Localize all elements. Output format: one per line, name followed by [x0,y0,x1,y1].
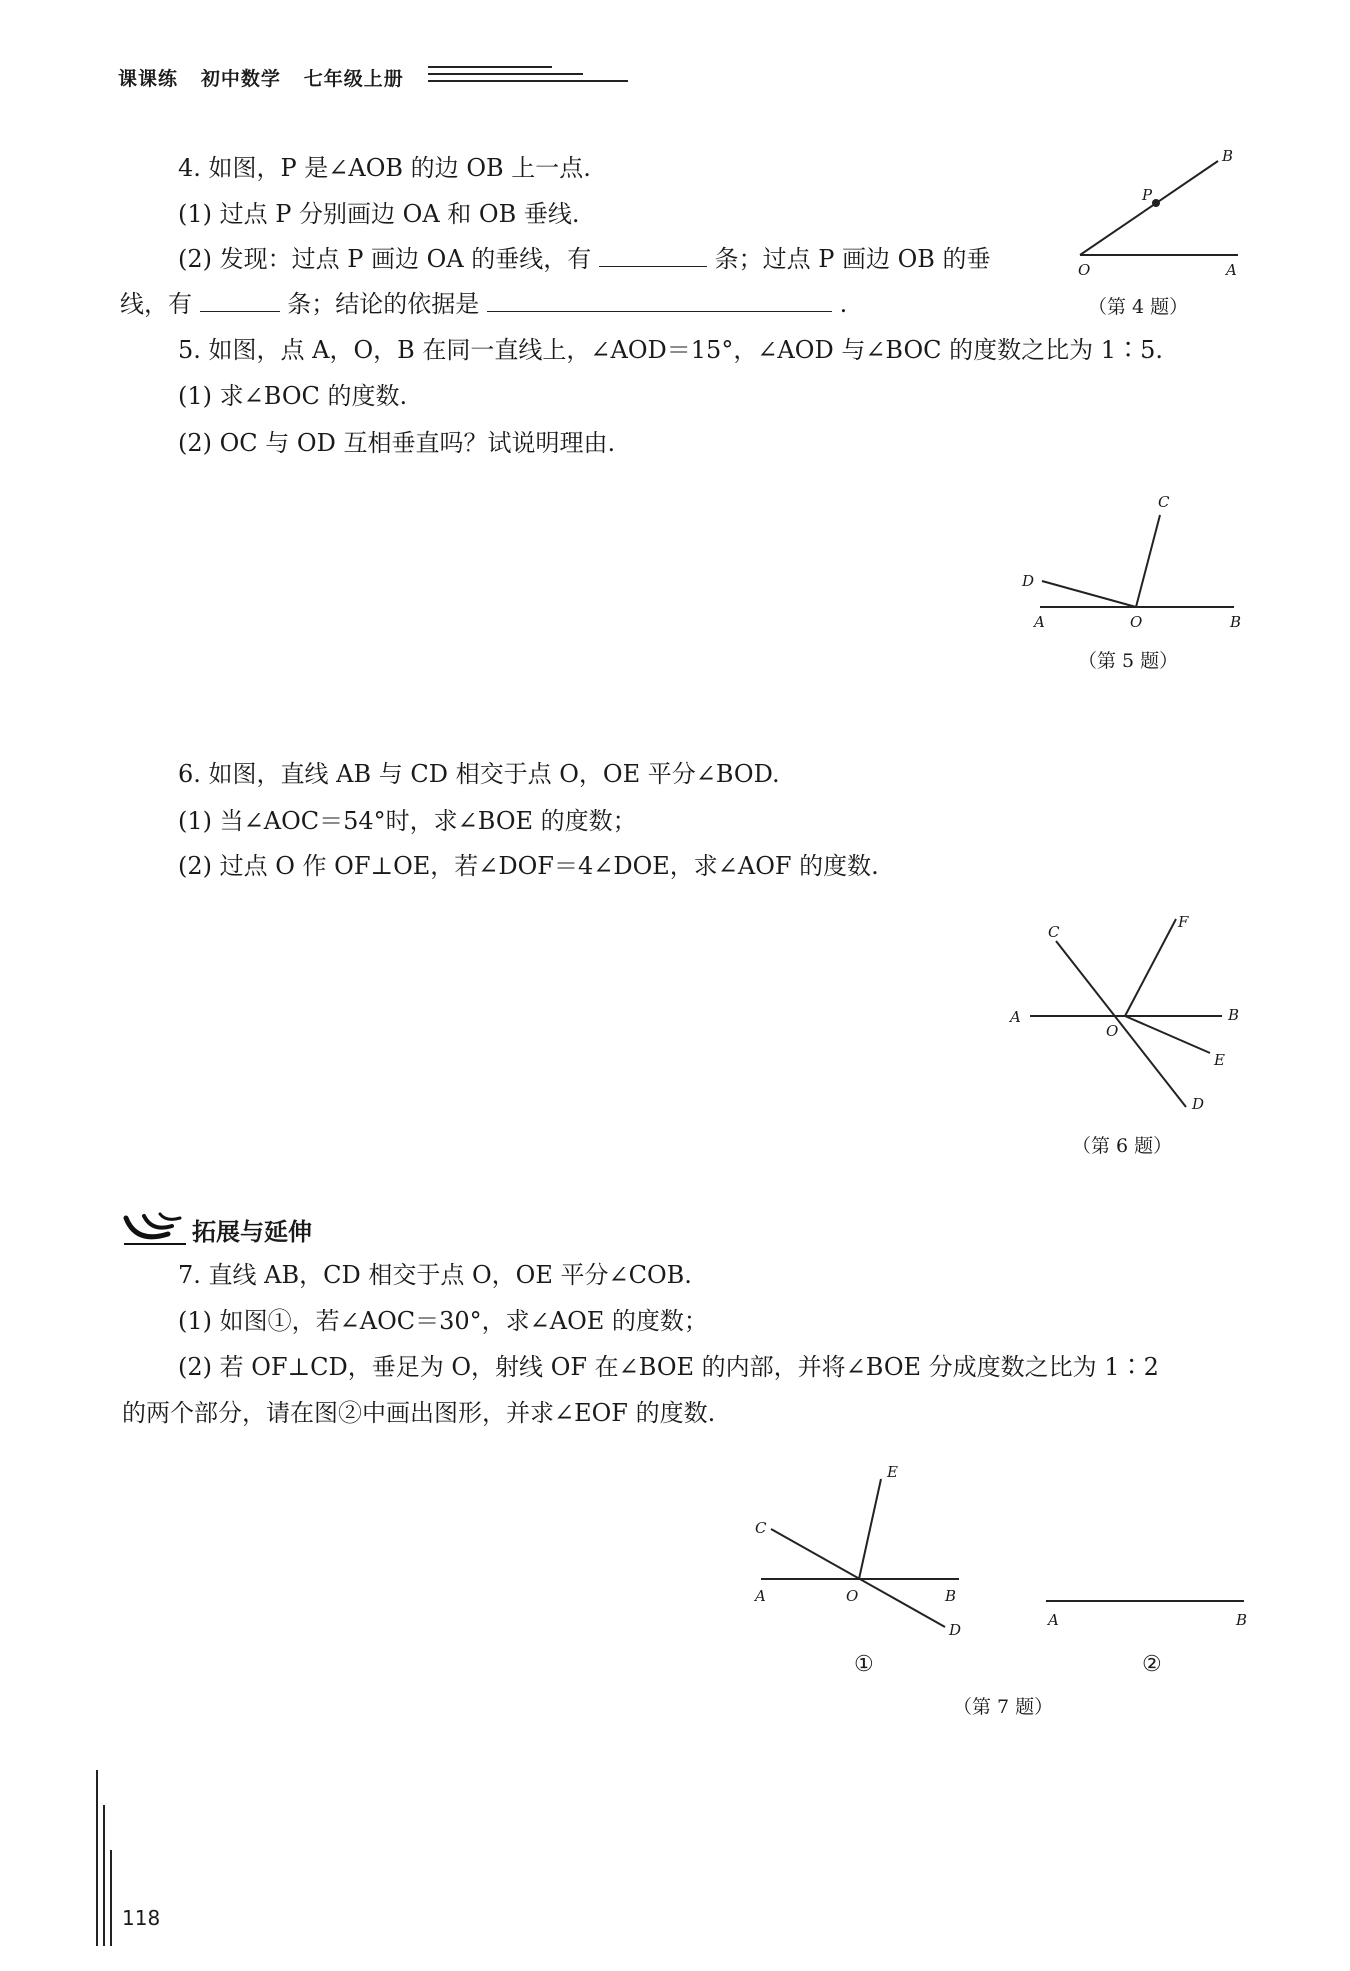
q7-part2-line2: 的两个部分，请在图②中画出图形，并求∠EOF 的度数. [122,1399,716,1427]
q4-answer-blank-1[interactable] [599,244,707,267]
q5-caption: （第 5 题） [1078,650,1179,672]
q4-part2-line1 [178,244,991,274]
q4-part2-text-d: 条；结论的依据是 [287,290,480,318]
q4-answer-blank-2[interactable] [200,289,280,312]
q6-stem: 6. 如图，直线 AB 与 CD 相交于点 O，OE 平分∠BOD. [178,760,780,788]
q6-caption: （第 6 题） [1072,1135,1173,1157]
q6-label-d: D [1192,1095,1205,1113]
header-rule [428,66,552,68]
q5-stem: 5. 如图，点 A，O，B 在同一直线上，∠AOD＝15°，∠AOD 与∠BOC 的度数之比为 1∶5. [178,336,1163,364]
q7-fig1-label-e: E [887,1463,898,1481]
section-title: 拓展与延伸 [192,1218,312,1246]
q7-caption: （第 7 题） [953,1696,1054,1718]
q4-figure [1060,145,1260,285]
q5-label-a: A [1034,613,1045,631]
q7-fig1-label-b: B [945,1587,957,1605]
q7-fig1-label-o: O [846,1587,859,1605]
q7-fig1-label-a: A [755,1587,766,1605]
q7-fig2-label-b: B [1236,1611,1248,1629]
q6-label-e: E [1214,1051,1225,1069]
page-number: 118 [122,1906,161,1930]
q6-part1: (1) 当∠AOC＝54°时，求∠BOE 的度数； [178,807,637,835]
q5-part1: (1) 求∠BOC 的度数. [178,382,408,410]
q4-label-o: O [1078,261,1091,279]
q7-figure-1-mark: ① [854,1652,874,1677]
q4-part2-text-b: 条；过点 P 画边 OB 的垂 [714,245,991,273]
header-title: 课课练 初中数学 七年级上册 [118,68,404,90]
q5-part2: (2) OC 与 OD 互相垂直吗？试说明理由. [178,429,616,457]
q5-label-d: D [1022,572,1035,590]
header-rule [428,80,628,82]
q5-figure [1010,485,1270,635]
q4-stem: 4. 如图，P 是∠AOB 的边 OB 上一点. [178,154,591,182]
q6-label-b: B [1228,1006,1240,1024]
q7-fig1-label-d: D [949,1621,962,1639]
q4-label-p: P [1142,186,1153,204]
q4-answer-blank-3[interactable] [487,289,832,312]
q7-stem: 7. 直线 AB，CD 相交于点 O，OE 平分∠COB. [178,1261,692,1289]
margin-bar [110,1850,112,1946]
q5-label-b: B [1230,613,1242,631]
q4-label-a: A [1226,261,1237,279]
section-swoosh-icon [122,1208,190,1248]
q5-label-c: C [1158,493,1170,511]
q6-label-a: A [1010,1008,1021,1026]
q5-label-o: O [1130,613,1143,631]
q7-figure-1 [745,1455,995,1645]
header-rule [428,73,583,75]
margin-bar [103,1805,105,1946]
q6-part2: (2) 过点 O 作 OF⊥OE，若∠DOF＝4∠DOE，求∠AOF 的度数. [178,852,879,880]
q6-label-f: F [1178,913,1189,931]
q6-label-o: O [1106,1022,1119,1040]
q7-part1: (1) 如图①，若∠AOC＝30°，求∠AOE 的度数； [178,1307,708,1335]
q7-part2-line1: (2) 若 OF⊥CD，垂足为 O，射线 OF 在∠BOE 的内部，并将∠BOE 分成度数之比为 1∶2 [178,1353,1159,1381]
q4-part2-text-a: (2) 发现：过点 P 画边 OA 的垂线，有 [178,245,592,273]
q4-part2-line2 [120,289,847,319]
q7-fig1-label-c: C [755,1519,767,1537]
q7-figure-2-mark: ② [1142,1652,1162,1677]
margin-bar [96,1770,98,1946]
q7-fig2-label-a: A [1048,1611,1059,1629]
q4-label-b: B [1222,147,1234,165]
q7-figure-2 [1030,1585,1260,1635]
q4-caption: （第 4 题） [1088,296,1189,318]
q6-figure [1000,905,1270,1125]
q4-part1: (1) 过点 P 分别画边 OA 和 OB 垂线. [178,200,580,228]
q4-part2-text-e: . [839,290,848,318]
q6-label-c: C [1048,923,1060,941]
section-heading [122,1208,342,1248]
q4-part2-text-c: 线，有 [120,290,192,318]
